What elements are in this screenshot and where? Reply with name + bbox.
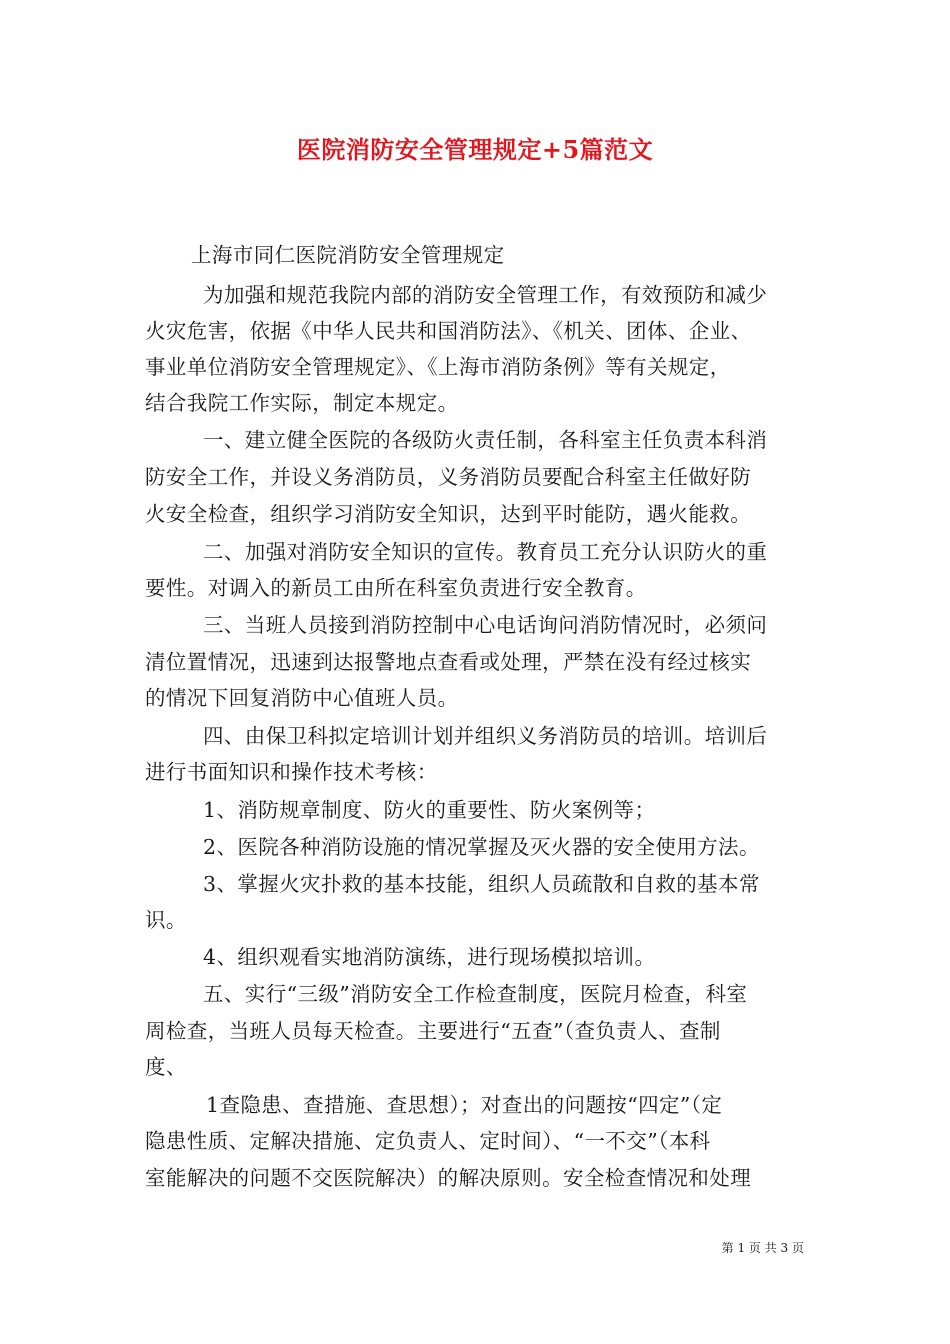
body-line: 周检查，当班人员每天检查。主要进行“五查”（查负责人、查制	[145, 1019, 721, 1043]
body-line: 事业单位消防安全管理规定》、《上海市消防条例》等有关规定，	[145, 355, 731, 379]
body-line: 隐患性质、定解决措施、定负责人、定时间）、“一不交”（本科	[145, 1129, 711, 1153]
body-line: 防安全工作，并设义务消防员，义务消防员要配合科室主任做好防	[145, 465, 752, 489]
body-line: 要性。对调入的新员工由所在科室负责进行安全教育。	[145, 576, 647, 600]
page-footer: 第 1 页 共 3 页	[721, 1241, 804, 1255]
body-line: 1查隐患、查措施、查思想）；对查出的问题按“四定”（定	[206, 1093, 723, 1117]
body-line: 四、由保卫科拟定培训计划并组织义务消防员的培训。培训后	[203, 724, 768, 748]
body-line: 3、掌握火灾扑救的基本技能，组织人员疏散和自救的基本常	[203, 872, 760, 896]
body-line: 二、加强对消防安全知识的宣传。教育员工充分认识防火的重	[203, 540, 768, 564]
body-line: 度、	[145, 1055, 187, 1079]
body-line: 清位置情况，迅速到达报警地点查看或处理，严禁在没有经过核实	[145, 650, 752, 674]
body-line: 五、实行“三级”消防安全工作检查制度，医院月检查，科室	[203, 982, 748, 1006]
body-line: 火灾危害，依据《中华人民共和国消防法》、《机关、团体、企业、	[145, 319, 752, 343]
body-line: 一、建立健全医院的各级防火责任制，各科室主任负责本科消	[203, 428, 768, 452]
body-line: 识。	[145, 908, 187, 932]
body-line: 三、当班人员接到消防控制中心电话询问消防情况时，必须问	[203, 613, 768, 637]
body-line: 1、消防规章制度、防火的重要性、防火案例等；	[203, 798, 656, 822]
body-line: 进行书面知识和操作技术考核：	[145, 760, 438, 784]
body-line: 的情况下回复消防中心值班人员。	[145, 686, 459, 710]
body-line: 室能解决的问题不交医院解决）的解决原则。安全检查情况和处理	[145, 1166, 752, 1190]
body-line: 2、医院各种消防设施的情况掌握及灭火器的安全使用方法。	[203, 835, 760, 859]
document-title: 医院消防安全管理规定+5篇范文	[296, 135, 654, 164]
body-line: 上海市同仁医院消防安全管理规定	[191, 243, 505, 267]
body-line: 为加强和规范我院内部的消防安全管理工作，有效预防和减少	[203, 283, 768, 307]
body-line: 4、组织观看实地消防演练，进行现场模拟培训。	[203, 945, 656, 969]
body-line: 火安全检查，组织学习消防安全知识，达到平时能防，遇火能救。	[145, 502, 752, 526]
body-line: 结合我院工作实际，制定本规定。	[145, 391, 459, 415]
